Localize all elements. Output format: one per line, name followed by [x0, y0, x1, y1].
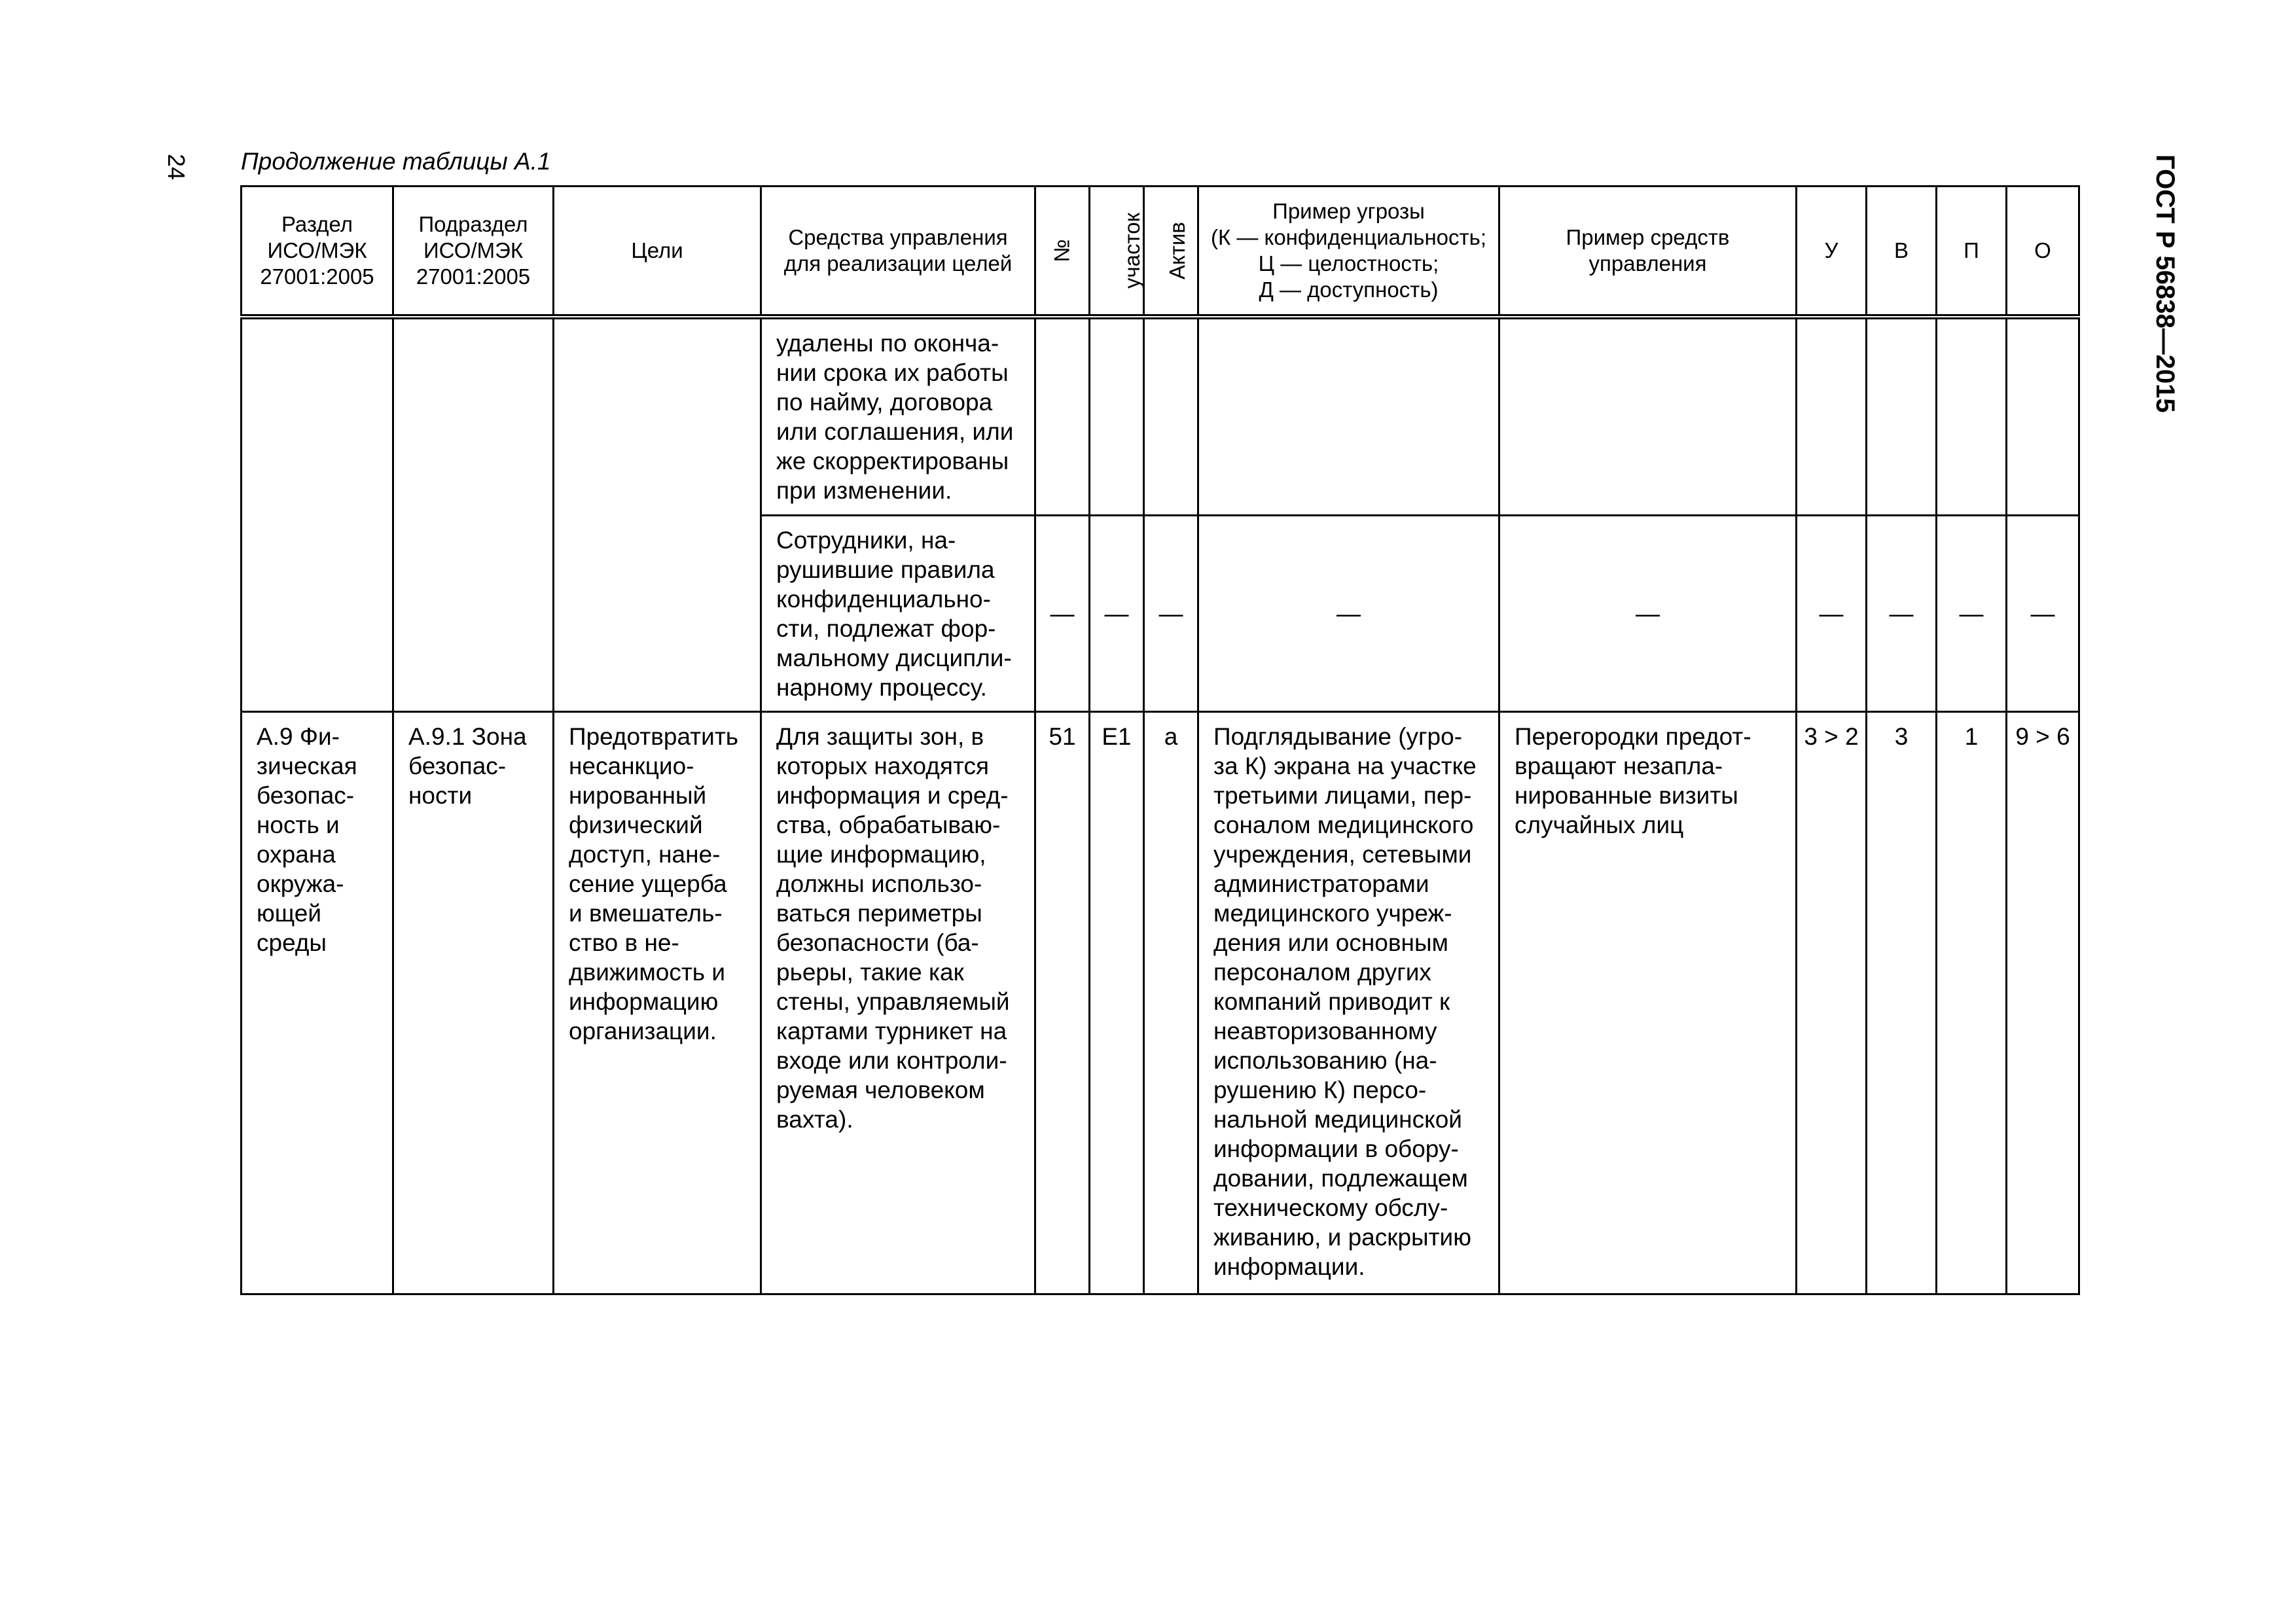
cell-asset: —	[1144, 515, 1198, 711]
cell-u: 3 > 2	[1797, 711, 1867, 1294]
cell-number	[1035, 317, 1090, 515]
cell-o	[2007, 317, 2079, 515]
cell-threat	[1198, 317, 1499, 515]
header-p: П	[1937, 187, 2007, 317]
cell-o: 9 > 6	[2007, 711, 2079, 1294]
cell-p: —	[1937, 515, 2007, 711]
cell-threat: —	[1198, 515, 1499, 711]
cell-number: 51	[1035, 711, 1090, 1294]
table-row	[242, 711, 2079, 1294]
header-controls: Средства управления для реализации целей	[761, 187, 1035, 317]
table-caption: Продолжение таблицы А.1	[241, 148, 551, 175]
table-container	[240, 185, 2078, 1295]
cell-measures: —	[1499, 515, 1797, 711]
cell-v: 3	[1867, 711, 1937, 1294]
header-site: участок	[1090, 187, 1144, 317]
header-number: №	[1035, 187, 1090, 317]
cell-section: А.9 Фи- зическая безопас- ность и охрана окружа- ющей среды	[242, 711, 393, 1294]
data-table	[240, 185, 2080, 1295]
header-v: В	[1867, 187, 1937, 317]
cell-v	[1867, 317, 1937, 515]
cell-p	[1937, 317, 2007, 515]
cell-controls: Для защиты зон, в которых находятся информация и сред- ства, обрабатываю- щие информацию, должны использо- ваться периметры безопасности (ба- рьеры, такие как стены, управляемый картами турникет на входе или контроли- руемая человеком вахта).	[761, 711, 1035, 1294]
cell-section	[242, 317, 393, 711]
cell-p: 1	[1937, 711, 2007, 1294]
cell-goals: Предотвратить несанкцио- нированный физический доступ, нане- сение ущерба и вмешатель- ство в не- движимость и информацию организации.	[554, 711, 761, 1294]
header-threat: Пример угрозы (К — конфиденциальность; Ц — целостность; Д — доступность)	[1198, 187, 1499, 317]
header-goals: Цели	[554, 187, 761, 317]
cell-measures: Перегородки предот- вращают незапла- нированные визиты случайных лиц	[1499, 711, 1797, 1294]
header-section: Раздел ИСО/МЭК 27001:2005	[242, 187, 393, 317]
cell-site	[1090, 317, 1144, 515]
cell-controls: удалены по оконча- нии срока их работы по найму, договора или соглашения, или же скорректированы при изменении.	[761, 317, 1035, 515]
cell-threat: Подглядывание (угро- за К) экрана на участке третьими лицами, пер- соналом медицинского учреждения, сетевыми администраторами медицинского учреж- дения или основным персоналом других компаний приводит к неавторизованному использованию (на- рушению К) персо- нальной медицинской информации в обору- довании, подлежащем техническому обслу- живанию, и раскрытию информации.	[1198, 711, 1499, 1294]
header-o: О	[2007, 187, 2079, 317]
cell-u	[1797, 317, 1867, 515]
table-row	[242, 317, 2079, 515]
cell-site: Е1	[1090, 711, 1144, 1294]
page-number: 24	[163, 154, 190, 181]
header-measures: Пример средств управления	[1499, 187, 1797, 317]
standard-code-wrap	[2147, 154, 2186, 613]
header-row	[242, 187, 2079, 317]
cell-o: —	[2007, 515, 2079, 711]
cell-number: —	[1035, 515, 1090, 711]
standard-code: ГОСТ Р 56838—2015	[2151, 154, 2179, 413]
header-u: У	[1797, 187, 1867, 317]
cell-u: —	[1797, 515, 1867, 711]
header-subsection: Подраздел ИСО/МЭК 27001:2005	[393, 187, 554, 317]
cell-controls: Сотрудники, на- рушившие правила конфиденциально- сти, подлежат фор- мальному дисципли- нарному процессу.	[761, 515, 1035, 711]
cell-v: —	[1867, 515, 1937, 711]
cell-goals	[554, 317, 761, 711]
cell-measures	[1499, 317, 1797, 515]
header-asset: Актив	[1144, 187, 1198, 317]
cell-asset	[1144, 317, 1198, 515]
cell-asset: а	[1144, 711, 1198, 1294]
cell-site: —	[1090, 515, 1144, 711]
cell-subsection	[393, 317, 554, 711]
cell-subsection: А.9.1 Зона безопас- ности	[393, 711, 554, 1294]
